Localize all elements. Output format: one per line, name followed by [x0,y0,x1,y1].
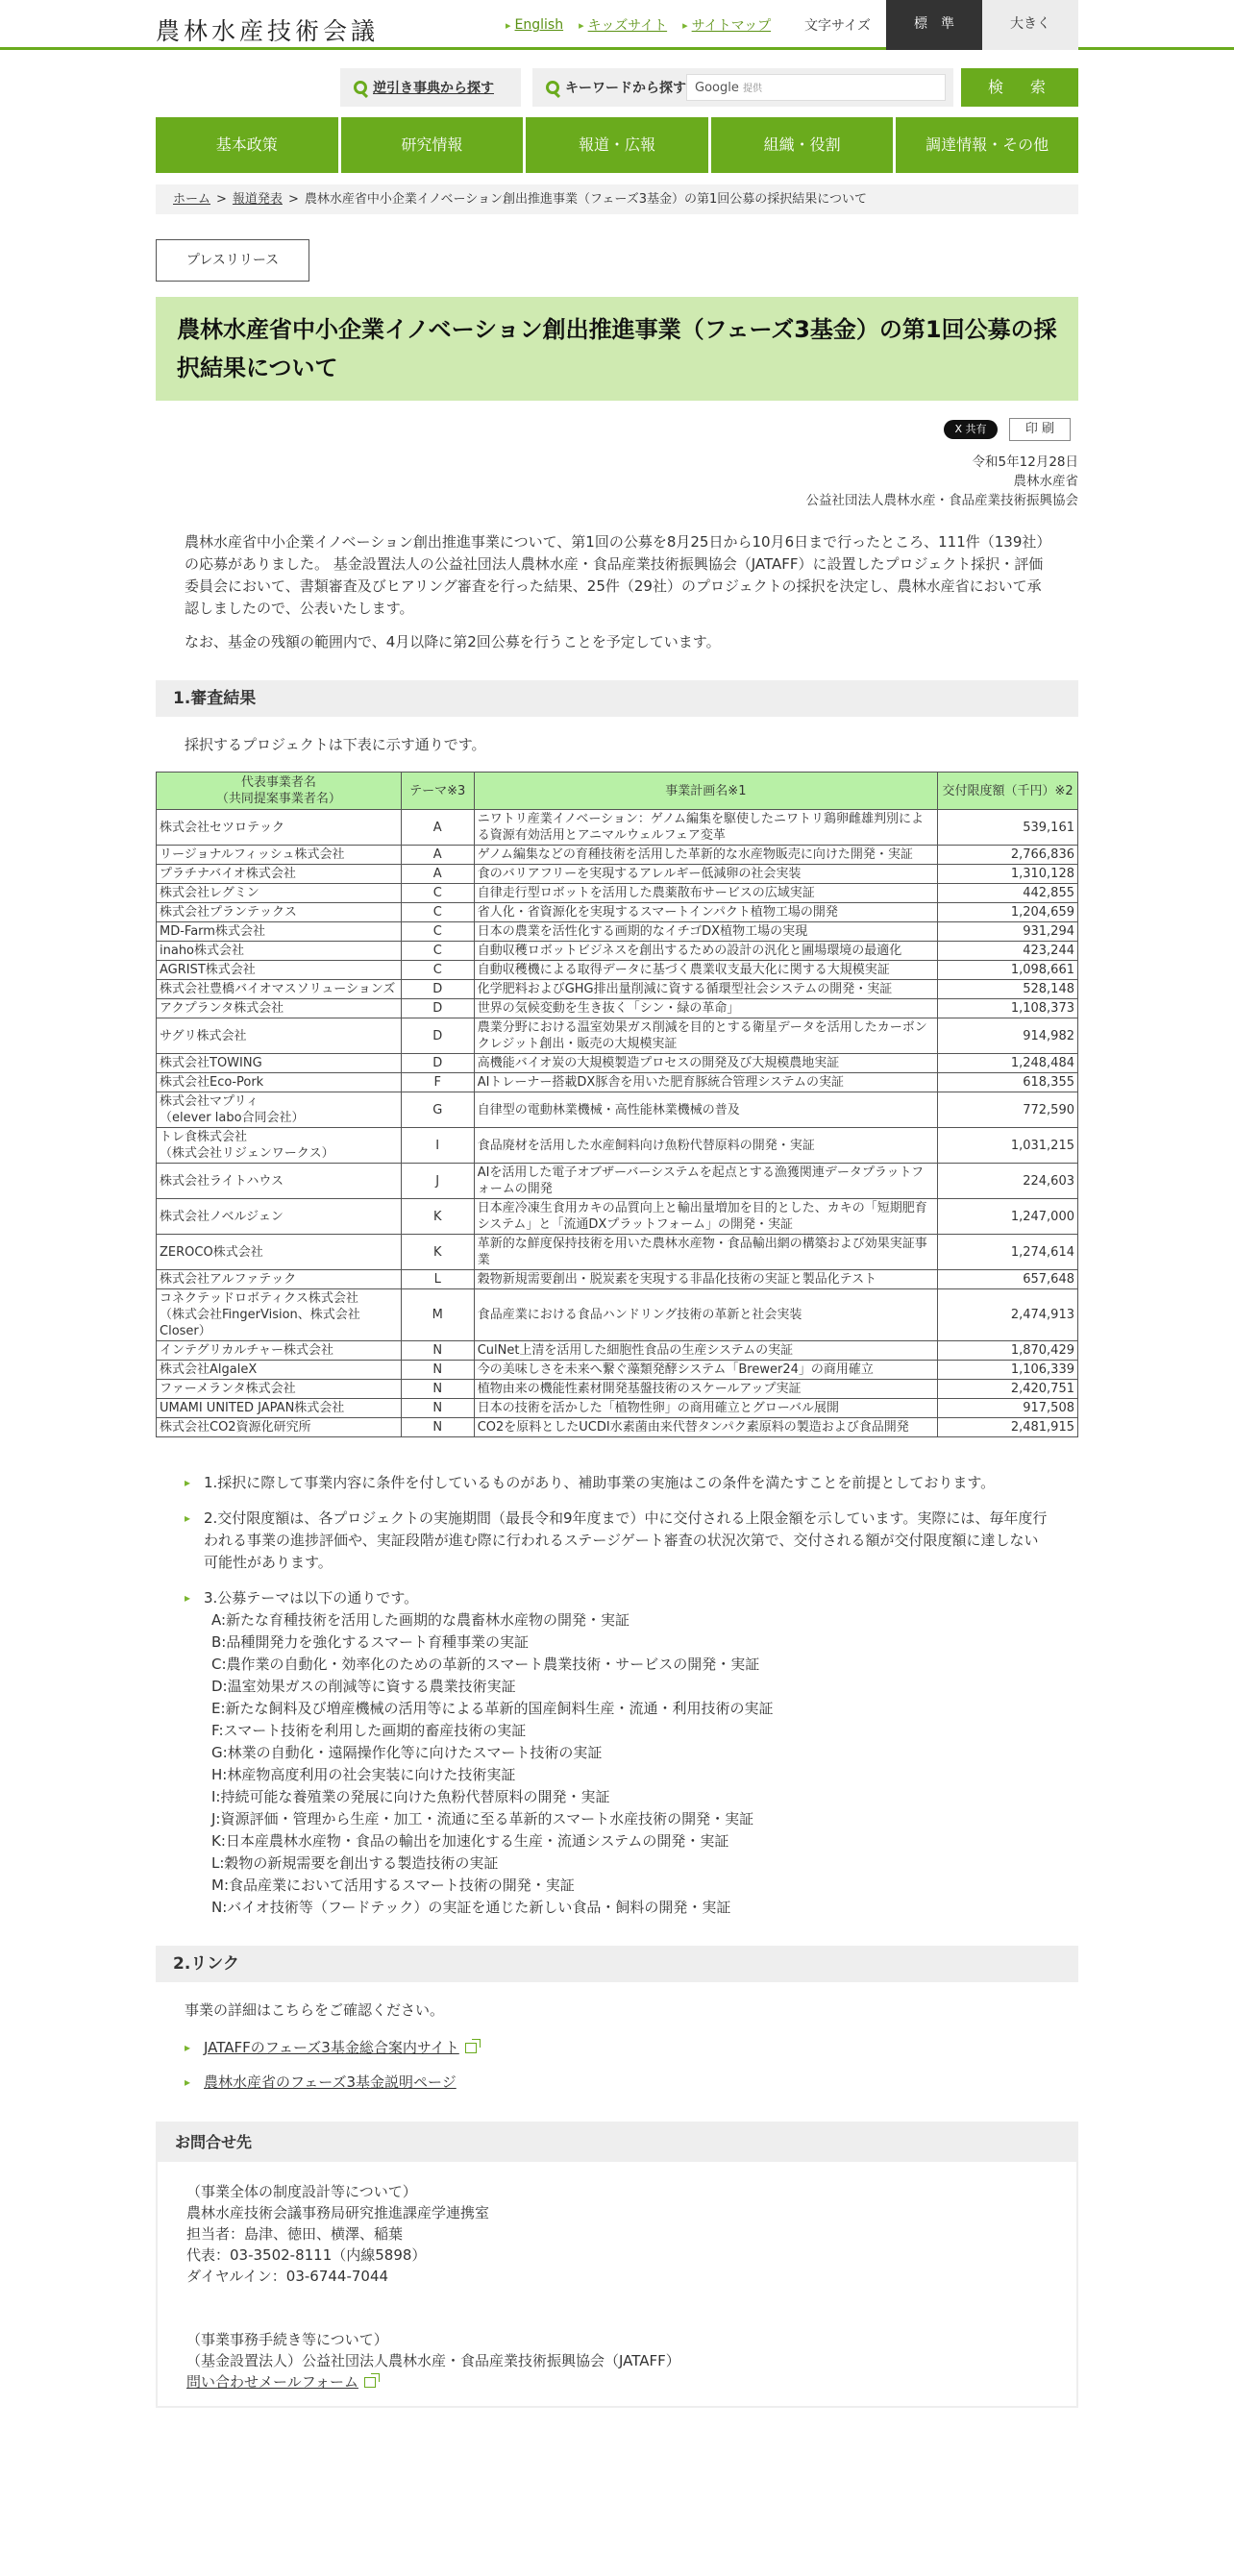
company-cell: UMAMI UNITED JAPAN株式会社 [157,1399,402,1418]
plan-cell: ニワトリ産業イノベーション：ゲノム編集を駆使したニワトリ鶏卵雌雄判別による資源有効活用とアニマルウェルフェア変革 [474,810,937,846]
breadcrumb-current: 農林水産省中小企業イノベーション創出推進事業（フェーズ3基金）の第1回公募の採択結果について [304,192,868,207]
theme-cell: G [401,1092,474,1128]
table-row [157,1054,1078,1073]
plan-cell: 日本産冷凍生食用カキの品質向上と輸出量増加を目的とした、カキの「短期肥育システム」と「流通DXプラットフォーム」の開発・実証 [474,1199,937,1235]
plan-cell: 世界の気候変動を生き抜く「シン・緑の革命」 [474,999,937,1018]
arrow-icon: ▸ [579,18,584,32]
theme-item: K:日本産農林水産物・食品の輸出を加速化する生産・流通システムの開発・実証 [211,1832,729,1850]
table-row [157,942,1078,961]
table-header-row [157,773,1078,810]
theme-cell: D [401,980,474,999]
plan-cell: 化学肥料およびGHG排出量削減に資する循環型社会システムの開発・実証 [474,980,937,999]
company-cell: リージョナルフィッシュ株式会社 [157,846,402,865]
theme-cell: C [401,922,474,942]
amount-cell: 1,274,614 [938,1235,1078,1270]
reverse-index-label: 逆引き事典から探す [373,81,494,96]
plan-cell: 省人化・省資源化を実現するスマートインパクト植物工場の開発 [474,903,937,922]
table-row [157,846,1078,865]
plan-cell: 今の美味しさを未来へ繋ぐ藻類発酵システム「Brewer24」の商用確立 [474,1361,937,1380]
results-table [156,772,1078,1437]
page-title: 農林水産省中小企業イノベーション創出推進事業（フェーズ3基金）の第1回公募の採択結果について [156,297,1078,401]
table-row [157,1341,1078,1361]
nav-organization[interactable]: 組織・役割 [711,117,894,173]
company-cell: 株式会社TOWING [157,1054,402,1073]
theme-cell: N [401,1380,474,1399]
link-item [185,2072,1049,2093]
table-row [157,1018,1078,1054]
amount-cell: 931,294 [938,922,1078,942]
theme-cell: C [401,903,474,922]
contact-form-line [186,2371,1048,2392]
notes [156,1472,1078,1919]
theme-list [204,1609,1049,1919]
contact-heading: お問合せ先 [158,2123,1076,2162]
company-cell: MD-Farm株式会社 [157,922,402,942]
table-row [157,999,1078,1018]
spacer [186,2287,1048,2329]
plan-cell: 自動収穫機による取得データに基づく農業収支最大化に関する大規模実証 [474,961,937,980]
lead-paragraph: 農林水産省中小企業イノベーション創出推進事業について、第1回の公募を8月25日から10月6日まで行ったところ、111件（139社）の応募がありました。 基金設置法人の公益社団法人農林水産・食品産業技術振興協会（JATAFF）に設置したプロジェクト採択・評価委員会において、書類審査及びヒアリング審査を行った結果、25件（29社）のプロジェクトの採択を決定し、農林水産省において承認しましたので、公表いたします。 [185,533,1044,617]
links-intro: 事業の詳細はこちらをご確認ください。 [185,2001,445,2019]
nav-basic-policy[interactable]: 基本政策 [156,117,338,173]
company-cell: トレ食株式会社 （株式会社リジェンワークス） [157,1128,402,1164]
nav-research-info[interactable]: 研究情報 [341,117,524,173]
section-heading-results: 1.審査結果 [156,680,1078,717]
theme-cell: D [401,1054,474,1073]
table-row [157,980,1078,999]
section-heading-links: 2.リンク [156,1946,1078,1982]
amount-cell: 442,855 [938,884,1078,903]
breadcrumb [156,184,1078,214]
jataff-link[interactable]: JATAFFのフェーズ3基金総合案内サイト [204,2039,459,2056]
table-row [157,1128,1078,1164]
top-links [506,15,771,35]
theme-cell: N [401,1418,474,1437]
theme-cell: C [401,961,474,980]
plan-cell: 食品廃材を活用した水産飼料向け魚粉代替原料の開発・実証 [474,1128,937,1164]
note-3-title: ▸ 3.公募テーマは以下の通りです。 [204,1589,419,1607]
company-cell: 株式会社セツロテック [157,810,402,846]
plan-cell: 食品産業における食品ハンドリング技術の革新と社会実装 [474,1289,937,1341]
table-row [157,1418,1078,1437]
company-cell: 株式会社マプリィ （elever labo合同会社） [157,1092,402,1128]
amount-cell: 657,648 [938,1270,1078,1289]
lead-text [156,531,1078,653]
company-cell: サグリ株式会社 [157,1018,402,1054]
theme-item: B:品種開発力を強化するスマート育種事業の実証 [211,1633,530,1651]
theme-cell: L [401,1270,474,1289]
breadcrumb-home[interactable]: ホーム [173,192,211,207]
plan-cell: AIトレーナー搭載DX豚舎を用いた肥育豚統合管理システムの実証 [474,1073,937,1092]
company-cell: 株式会社ライトハウス [157,1164,402,1199]
search-provided-label: 提供 [742,84,762,94]
table-row [157,1361,1078,1380]
share-bar [156,418,1078,441]
amount-cell: 1,870,429 [938,1341,1078,1361]
plan-cell: 革新的な鮮度保持技術を用いた農林水産物・食品輸出網の構築および効果実証事業 [474,1235,937,1270]
press-release-label: プレスリリース [156,239,309,282]
col-header-amount: 交付限度額（千円）※2 [938,773,1078,810]
amount-cell: 1,248,484 [938,1054,1078,1073]
reverse-index-button[interactable] [340,68,521,107]
company-cell: AGRIST株式会社 [157,961,402,980]
company-cell: 株式会社Eco‐Pork [157,1073,402,1092]
issuer-jataff: 公益社団法人農林水産・食品産業技術振興協会 [805,493,1078,508]
theme-item: C:農作業の自動化・効率化のための革新的スマート農業技術・サービスの開発・実証 [211,1656,760,1673]
note-3 [185,1587,1049,1919]
plan-cell: AIを活用した電子オブザーバーシステムを起点とする漁獲関連データプラットフォームの開発 [474,1164,937,1199]
company-cell: ファーメランタ株式会社 [157,1380,402,1399]
theme-cell: K [401,1199,474,1235]
company-cell: ZEROCO株式会社 [157,1235,402,1270]
theme-cell: N [401,1361,474,1380]
amount-cell: 1,098,661 [938,961,1078,980]
maff-link[interactable]: 農林水産省のフェーズ3基金説明ページ [204,2073,457,2091]
plan-cell: CulNet上清を活用した細胞性食品の生産システムの実証 [474,1341,937,1361]
amount-cell: 224,603 [938,1164,1078,1199]
theme-cell: F [401,1073,474,1092]
global-nav [0,117,1234,173]
amount-cell: 917,508 [938,1399,1078,1418]
site-logo[interactable]: 農林水産技術会議 [156,17,380,45]
amount-cell: 618,355 [938,1073,1078,1092]
theme-cell: A [401,810,474,846]
theme-item: L:穀物の新規需要を創出する製造技術の実証 [211,1854,499,1872]
contact-line: 担当者：島津、徳田、横澤、稲葉 [186,2225,404,2243]
link-item [185,2037,1049,2058]
theme-item: M:食品産業において活用するスマート技術の開発・実証 [211,1877,575,1894]
theme-cell: C [401,942,474,961]
search-input[interactable] [686,74,946,101]
arrow-icon: ▸ [682,18,688,32]
theme-cell: D [401,999,474,1018]
amount-cell: 914,982 [938,1018,1078,1054]
amount-cell: 1,031,215 [938,1128,1078,1164]
theme-item: I:持続可能な養殖業の発展に向けた魚粉代替原料の開発・実証 [211,1788,610,1805]
keyword-label: キーワードから探す [565,81,686,96]
site-header [0,0,1234,50]
breadcrumb-sep: > [216,192,227,207]
theme-cell: A [401,865,474,884]
theme-cell: C [401,884,474,903]
search-bar [0,50,1234,111]
plan-cell: 自律走行型ロボットを活用した農薬散布サービスの広域実証 [474,884,937,903]
table-row [157,1199,1078,1235]
amount-cell: 423,244 [938,942,1078,961]
english-link[interactable]: English [514,17,564,33]
amount-cell: 539,161 [938,810,1078,846]
company-cell: 株式会社CO2資源化研究所 [157,1418,402,1437]
contact-body [158,2162,1076,2406]
theme-item: N:バイオ技術等（フードテック）の実証を通じた新しい食品・飼料の開発・実証 [211,1899,731,1916]
release-date: 令和5年12月28日 [972,454,1078,470]
search-icon [546,81,559,94]
theme-cell: M [401,1289,474,1341]
theme-cell: I [401,1128,474,1164]
contact-line: （基金設置法人）公益社団法人農林水産・食品産業技術振興協会（JATAFF） [186,2352,680,2369]
nav-procurement[interactable]: 調達情報・その他 [896,117,1078,173]
table-row [157,865,1078,884]
amount-cell: 528,148 [938,980,1078,999]
contact-line: 農林水産技術会議事務局研究推進課産学連携室 [186,2204,490,2221]
amount-cell: 1,108,373 [938,999,1078,1018]
theme-cell: A [401,846,474,865]
x-share-button[interactable]: X 共有 [944,420,998,439]
breadcrumb-sep: > [287,192,299,207]
amount-cell: 2,481,915 [938,1418,1078,1437]
sitemap-link[interactable]: サイトマップ [691,18,772,34]
plan-cell: 穀物新規需要創出・脱炭素を実現する非晶化技術の実証と製品化テスト [474,1270,937,1289]
contact-line: （事業事務手続き等について） [186,2331,388,2348]
theme-cell: N [401,1399,474,1418]
col-header-theme: テーマ※3 [401,773,474,810]
theme-item: D:温室効果ガスの削減等に資する農業技術実証 [211,1678,516,1695]
theme-item: H:林産物高度利用の社会実装に向けた技術実証 [211,1766,516,1783]
company-cell: プラチナバイオ株式会社 [157,865,402,884]
company-cell: 株式会社アルファテック [157,1270,402,1289]
amount-cell: 2,474,913 [938,1289,1078,1341]
table-row [157,1073,1078,1092]
contact-box [156,2122,1078,2408]
plan-cell: CO2を原料としたUCDI水素菌由来代替タンパク素原料の製造および食品開発 [474,1418,937,1437]
table-row [157,1164,1078,1199]
amount-cell: 2,766,836 [938,846,1078,865]
company-cell: インテグリカルチャー株式会社 [157,1341,402,1361]
table-row [157,1399,1078,1418]
note-1: ▸ 1.採択に際して事業内容に条件を付しているものがあり、補助事業の実施はこの条件を満たすことを前提としております。 [185,1472,1049,1494]
arrow-icon: ▸ [506,18,511,32]
plan-cell: 農業分野における温室効果ガス削減を目的とする衛星データを活用したカーボンクレジット創出・販売の大規模実証 [474,1018,937,1054]
breadcrumb-press[interactable]: 報道発表 [232,192,283,207]
amount-cell: 1,204,659 [938,903,1078,922]
table-row [157,922,1078,942]
theme-item: E:新たな飼料及び増産機械の活用等による革新的国産飼料生産・流通・利用技術の実証 [211,1700,774,1717]
table-row [157,884,1078,903]
amount-cell: 772,590 [938,1092,1078,1128]
nav-press[interactable]: 報道・広報 [526,117,708,173]
amount-cell: 1,247,000 [938,1199,1078,1235]
plan-cell: 食のバリアフリーを実現するアレルギー低減卵の社会実装 [474,865,937,884]
plan-cell: 植物由来の機能性素材開発基盤技術のスケールアップ実証 [474,1380,937,1399]
company-cell: 株式会社ノベルジェン [157,1199,402,1235]
search-icon [354,81,367,94]
theme-item: A:新たな育種技術を活用した画期的な農畜林水産物の開発・実証 [211,1611,630,1629]
amount-cell: 1,310,128 [938,865,1078,884]
external-link-icon [465,2043,477,2053]
font-size-standard-button[interactable]: 標 準 [886,0,982,50]
table-row [157,1235,1078,1270]
table-row [157,1092,1078,1128]
theme-cell: N [401,1341,474,1361]
contact-form-link[interactable]: 問い合わせメールフォーム [186,2373,358,2391]
lead-paragraph: なお、基金の残額の範囲内で、4月以降に第2回公募を行うことを予定しています。 [185,633,721,650]
theme-item: J:資源評価・管理から生産・加工・流通に至る革新的スマート水産技術の開発・実証 [211,1810,754,1828]
company-cell: 株式会社レグミン [157,884,402,903]
date-block [156,453,1078,510]
company-cell: 株式会社AlgaleX [157,1361,402,1380]
contact-line: ダイヤルイン：03-6744-7044 [186,2268,389,2285]
company-cell: アクプランタ株式会社 [157,999,402,1018]
issuer-ministry: 農林水産省 [1013,474,1078,489]
font-size-label: 文字サイズ [804,18,871,34]
table-row [157,1380,1078,1399]
search-placeholder: Google [695,81,739,95]
contact-line: 代表：03-3502-8111（内線5898） [186,2246,427,2264]
theme-cell: J [401,1164,474,1199]
table-row [157,810,1078,846]
company-cell: 株式会社プランテックス [157,903,402,922]
kids-site-link[interactable]: キッズサイト [587,18,668,34]
table-row [157,903,1078,922]
print-button[interactable]: 印 刷 [1009,418,1071,441]
external-link-icon [364,2377,376,2388]
plan-cell: 自動収穫ロボットビジネスを創出するための設計の汎化と圃場環境の最適化 [474,942,937,961]
col-header-company: 代表事業者名 （共同提案事業者名） [157,773,402,810]
company-cell: 株式会社豊橋バイオマスソリューションズ [157,980,402,999]
font-size-large-button[interactable]: 大きく [982,0,1078,50]
link-list [156,2037,1078,2093]
theme-cell: D [401,1018,474,1054]
results-intro: 採択するプロジェクトは下表に示す通りです。 [185,736,486,753]
theme-item: F:スマート技術を利用した画期的畜産技術の実証 [211,1722,527,1739]
plan-cell: 高機能バイオ炭の大規模製造プロセスの開発及び大規模農地実証 [474,1054,937,1073]
table-row [157,1289,1078,1341]
search-button[interactable]: 検 索 [961,68,1078,107]
plan-cell: 日本の農業を活性化する画期的なイチゴDX植物工場の実現 [474,922,937,942]
note-2: ▸ 2.交付限度額は、各プロジェクトの実施期間（最長令和9年度まで）中に交付される上限金額を示しています。実際には、毎年度行われる事業の進捗評価や、実証段階が進む際に行われるステージゲート審査の状況次第で、交付される額が交付限度額に達しない可能性があります。 [185,1508,1049,1574]
amount-cell: 1,106,339 [938,1361,1078,1380]
plan-cell: ゲノム編集などの育種技術を活用した革新的な水産物販売に向けた開発・実証 [474,846,937,865]
company-cell: コネクテッドロボティクス株式会社 （株式会社FingerVision、株式会社Closer） [157,1289,402,1341]
plan-cell: 自律型の電動林業機械・高性能林業機械の普及 [474,1092,937,1128]
table-row [157,1270,1078,1289]
table-row [157,961,1078,980]
theme-item: G:林業の自動化・遠隔操作化等に向けたスマート技術の実証 [211,1744,603,1761]
theme-cell: K [401,1235,474,1270]
company-cell: inaho株式会社 [157,942,402,961]
amount-cell: 2,420,751 [938,1380,1078,1399]
contact-line: （事業全体の制度設計等について） [186,2183,417,2200]
col-header-plan: 事業計画名※1 [474,773,937,810]
plan-cell: 日本の技術を活かした「植物性卵」の商用確立とグローバル展開 [474,1399,937,1418]
